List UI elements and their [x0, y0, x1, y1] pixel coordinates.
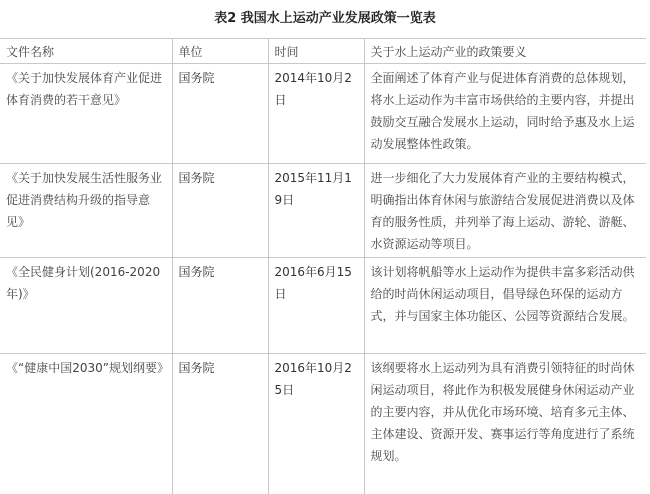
- table-header-row: [0, 39, 646, 64]
- header-policy-summary: 关于水上运动产业的政策要义: [364, 39, 646, 64]
- unit-cell: 国务院: [172, 64, 268, 164]
- date-cell: 2016年10月25日: [268, 354, 364, 494]
- policy-table: [0, 38, 646, 494]
- date-cell: 2014年10月2日: [268, 64, 364, 164]
- document-name-cell: 《关于加快发展体育产业促进体育消费的若干意见》: [0, 64, 172, 164]
- policy-summary-cell: 该纲要将水上运动列为具有消费引领特征的时尚休闲运动项目，将此作为积极发展健身休闲运动产业的主要内容，并从优化市场环境、培育多元主体、主体建设、资源开发、赛事运行等角度进行了系统规划。: [364, 354, 646, 494]
- unit-cell: 国务院: [172, 164, 268, 258]
- header-date: 时间: [268, 39, 364, 64]
- document-name-cell: 《全民健身计划(2016-2020年)》: [0, 258, 172, 354]
- header-document-name: 文件名称: [0, 39, 172, 64]
- policy-summary-cell: 该计划将帆船等水上运动作为提供丰富多彩活动供给的时尚休闲运动项目，倡导绿色环保的运动方式，并与国家主体功能区、公园等资源结合发展。: [364, 258, 646, 354]
- date-cell: 2016年6月15日: [268, 258, 364, 354]
- policy-summary-cell: 全面阐述了体育产业与促进体育消费的总体规划，将水上运动作为丰富市场供给的主要内容，并提出鼓励交互融合发展水上运动，同时给予惠及水上运动发展整体性政策。: [364, 64, 646, 164]
- table-caption: 表2 我国水上运动产业发展政策一览表: [214, 11, 436, 26]
- unit-cell: 国务院: [172, 354, 268, 494]
- unit-cell: 国务院: [172, 258, 268, 354]
- document-name-cell: 《关于加快发展生活性服务业促进消费结构升级的指导意见》: [0, 164, 172, 258]
- policy-summary-cell: 进一步细化了大力发展体育产业的主要结构模式，明确指出体育休闲与旅游结合发展促进消费以及体育的服务性质，并列举了海上运动、游轮、游艇、水资源运动等项目。: [364, 164, 646, 258]
- header-unit: 单位: [172, 39, 268, 64]
- table-row: [0, 64, 646, 164]
- date-cell: 2015年11月19日: [268, 164, 364, 258]
- document-name-cell: 《“健康中国2030”规划纲要》: [0, 354, 172, 494]
- table-row: [0, 258, 646, 354]
- table-row: [0, 164, 646, 258]
- table-row: [0, 354, 646, 494]
